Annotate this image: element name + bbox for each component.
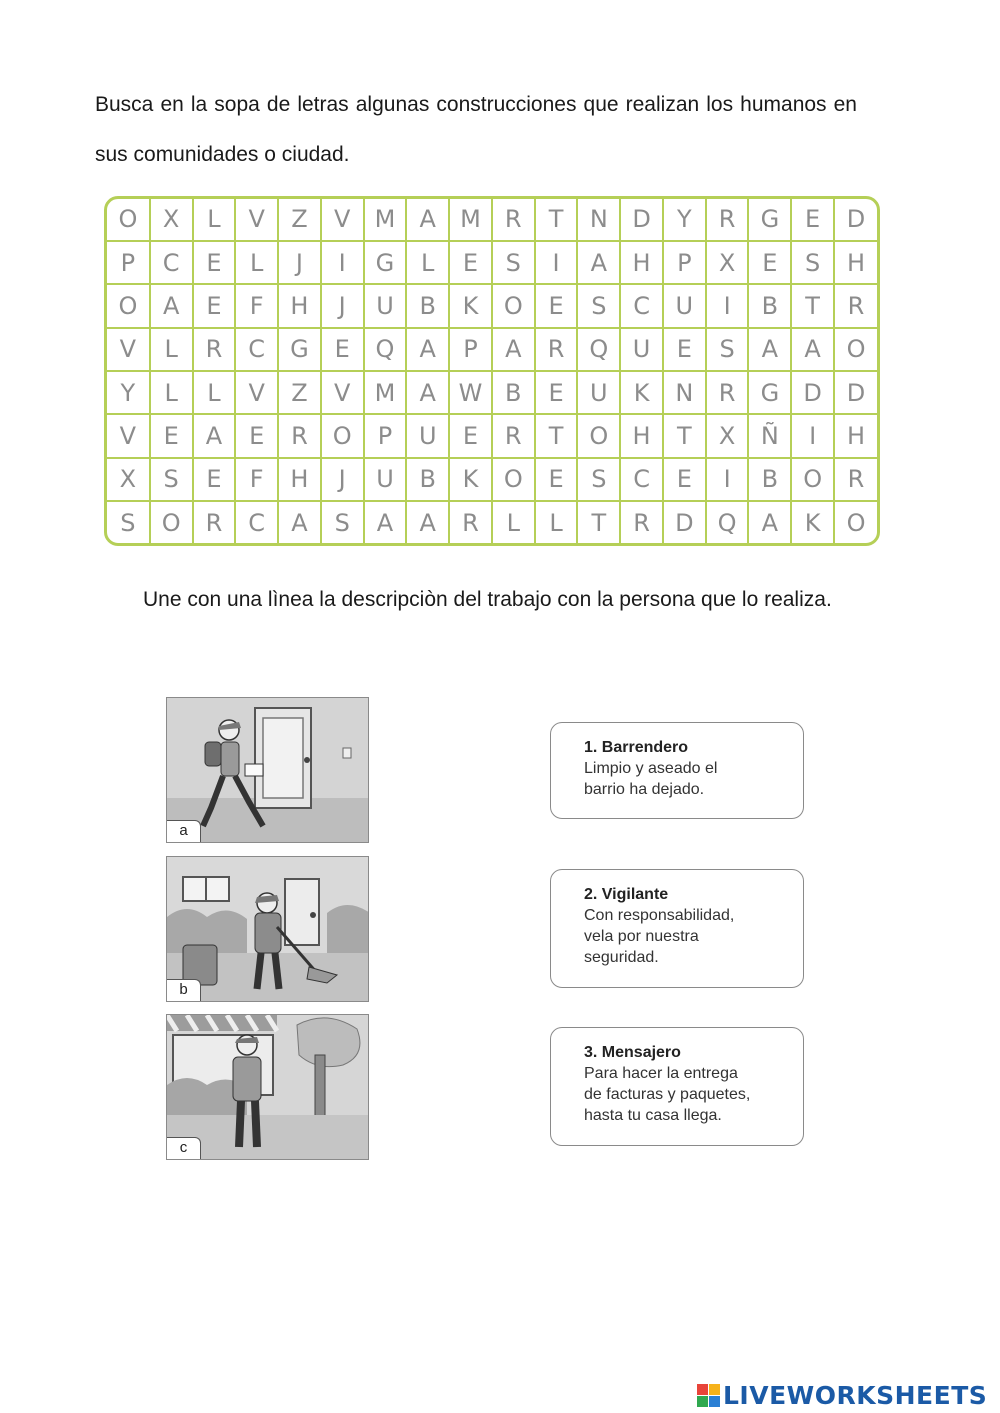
matching-instructions: Une con una lìnea la descripciòn del trabajo con la persona que lo realiza. bbox=[143, 588, 832, 611]
liveworksheets-logo bbox=[697, 1380, 987, 1410]
word-search-letter[interactable]: L bbox=[193, 199, 236, 241]
word-search-letter[interactable]: I bbox=[321, 241, 364, 284]
word-search-letter[interactable]: I bbox=[535, 241, 578, 284]
word-search-letter[interactable]: A bbox=[577, 241, 620, 284]
word-search-letter[interactable]: T bbox=[535, 199, 578, 241]
picture-a-messenger[interactable] bbox=[166, 697, 369, 843]
word-search-letter[interactable]: D bbox=[663, 501, 706, 543]
word-search-letter[interactable]: B bbox=[406, 458, 449, 501]
word-search-letter[interactable]: E bbox=[193, 458, 236, 501]
word-search-letter[interactable]: E bbox=[193, 284, 236, 327]
word-search-letter[interactable]: E bbox=[748, 241, 791, 284]
word-search-letter[interactable]: E bbox=[663, 328, 706, 371]
logo-block bbox=[709, 1384, 720, 1395]
word-search-letter[interactable]: E bbox=[535, 458, 578, 501]
word-search-letter[interactable]: O bbox=[492, 458, 535, 501]
word-search-letter[interactable]: U bbox=[620, 328, 663, 371]
word-search-letter[interactable]: E bbox=[449, 241, 492, 284]
word-search-letter[interactable]: Ñ bbox=[748, 414, 791, 457]
word-search-letter[interactable]: L bbox=[235, 241, 278, 284]
word-search-letter[interactable]: Q bbox=[364, 328, 407, 371]
word-search-letter[interactable]: A bbox=[364, 501, 407, 543]
word-search-letter[interactable]: T bbox=[535, 414, 578, 457]
word-search-letter[interactable]: T bbox=[577, 501, 620, 543]
word-search-row bbox=[107, 199, 877, 241]
card-text-line: vela por nuestra bbox=[584, 928, 699, 945]
word-search-letter[interactable]: Q bbox=[577, 328, 620, 371]
word-search-letter[interactable]: O bbox=[834, 501, 877, 543]
card-text-line: barrio ha dejado. bbox=[584, 781, 705, 798]
word-search-letter[interactable]: S bbox=[150, 458, 193, 501]
word-search-letter[interactable]: C bbox=[235, 501, 278, 543]
word-search-letter[interactable]: P bbox=[449, 328, 492, 371]
word-search-letter[interactable]: V bbox=[235, 199, 278, 241]
word-search-letter[interactable]: E bbox=[535, 371, 578, 414]
word-search-letter[interactable]: E bbox=[321, 328, 364, 371]
word-search-letter[interactable]: O bbox=[791, 458, 834, 501]
word-search-letter[interactable]: H bbox=[278, 458, 321, 501]
word-search-letter[interactable]: H bbox=[620, 241, 663, 284]
logo-block bbox=[697, 1384, 708, 1395]
word-search-letter[interactable]: E bbox=[535, 284, 578, 327]
word-search-letter[interactable]: R bbox=[834, 284, 877, 327]
word-search-letter[interactable]: A bbox=[406, 199, 449, 241]
word-search-letter[interactable]: R bbox=[449, 501, 492, 543]
word-search-letter[interactable]: B bbox=[492, 371, 535, 414]
card-text-line: Para hacer la entrega bbox=[584, 1065, 738, 1082]
card-text-line: Limpio y aseado el bbox=[584, 760, 718, 777]
word-search-letter[interactable]: A bbox=[492, 328, 535, 371]
word-search-letter[interactable]: R bbox=[492, 199, 535, 241]
picture-c-label: c bbox=[167, 1137, 201, 1159]
word-search-letter[interactable]: S bbox=[577, 284, 620, 327]
card-title: 3. Mensajero bbox=[584, 1044, 681, 1061]
word-search-letter[interactable]: D bbox=[834, 199, 877, 241]
word-search-letter[interactable]: E bbox=[449, 414, 492, 457]
word-search-letter[interactable]: C bbox=[620, 458, 663, 501]
word-search-letter[interactable]: K bbox=[449, 284, 492, 327]
word-search-letter[interactable]: V bbox=[107, 414, 150, 457]
word-search-letter[interactable]: M bbox=[364, 199, 407, 241]
word-search-letter[interactable]: C bbox=[150, 241, 193, 284]
word-search-letter[interactable]: L bbox=[150, 371, 193, 414]
card-text-line: hasta tu casa llega. bbox=[584, 1107, 722, 1124]
word-search-letter[interactable]: C bbox=[235, 328, 278, 371]
word-search-letter[interactable]: O bbox=[577, 414, 620, 457]
word-search-row bbox=[107, 241, 877, 284]
word-search-letter[interactable]: O bbox=[107, 199, 150, 241]
word-search-letter[interactable]: V bbox=[321, 371, 364, 414]
card-vigilante[interactable] bbox=[550, 869, 804, 988]
word-search-letter[interactable]: H bbox=[834, 241, 877, 284]
logo-blocks-icon bbox=[697, 1384, 720, 1407]
word-search-letter[interactable]: G bbox=[748, 199, 791, 241]
word-search-letter[interactable]: A bbox=[406, 371, 449, 414]
word-search-letter[interactable]: B bbox=[406, 284, 449, 327]
word-search-row bbox=[107, 501, 877, 543]
word-search-letter[interactable]: G bbox=[364, 241, 407, 284]
word-search-letter[interactable]: X bbox=[706, 241, 749, 284]
word-search-letter[interactable]: L bbox=[535, 501, 578, 543]
word-search-letter[interactable]: N bbox=[577, 199, 620, 241]
word-search-letter[interactable]: S bbox=[321, 501, 364, 543]
word-search-letter[interactable]: S bbox=[706, 328, 749, 371]
word-search-row bbox=[107, 284, 877, 327]
word-search-letter[interactable]: Z bbox=[278, 371, 321, 414]
card-text-line: Con responsabilidad, bbox=[584, 907, 735, 924]
word-search-letter[interactable]: I bbox=[791, 414, 834, 457]
word-search-letter[interactable]: U bbox=[364, 284, 407, 327]
word-search-letter[interactable]: X bbox=[150, 199, 193, 241]
word-search-letter[interactable]: C bbox=[620, 284, 663, 327]
word-search-letter[interactable]: G bbox=[748, 371, 791, 414]
word-search-letter[interactable]: B bbox=[748, 284, 791, 327]
word-search-letter[interactable]: E bbox=[235, 414, 278, 457]
word-search-letter[interactable]: I bbox=[706, 284, 749, 327]
word-search-letter[interactable]: N bbox=[663, 371, 706, 414]
word-search-row bbox=[107, 371, 877, 414]
word-search-letter[interactable]: G bbox=[278, 328, 321, 371]
word-search-letter[interactable]: A bbox=[406, 328, 449, 371]
word-search-letter[interactable]: P bbox=[364, 414, 407, 457]
word-search-letter[interactable]: S bbox=[791, 241, 834, 284]
picture-c-guard[interactable] bbox=[166, 1014, 369, 1160]
word-search-letter[interactable]: U bbox=[663, 284, 706, 327]
word-search-letter[interactable]: A bbox=[791, 328, 834, 371]
word-search-letter[interactable]: P bbox=[663, 241, 706, 284]
word-search-letter[interactable]: Q bbox=[706, 501, 749, 543]
word-search-letter[interactable]: M bbox=[449, 199, 492, 241]
word-search-letter[interactable]: E bbox=[791, 199, 834, 241]
word-search-letter[interactable]: P bbox=[107, 241, 150, 284]
word-search-letter[interactable]: E bbox=[150, 414, 193, 457]
card-title: 2. Vigilante bbox=[584, 886, 669, 903]
word-search-letter[interactable]: S bbox=[577, 458, 620, 501]
word-search-letter[interactable]: V bbox=[235, 371, 278, 414]
word-search-letter[interactable]: V bbox=[107, 328, 150, 371]
picture-a-label: a bbox=[167, 820, 201, 842]
word-search-letter[interactable]: H bbox=[278, 284, 321, 327]
word-search-letter[interactable]: T bbox=[791, 284, 834, 327]
word-search-letter[interactable]: R bbox=[492, 414, 535, 457]
word-search-letter[interactable]: Y bbox=[107, 371, 150, 414]
word-search-letter[interactable]: R bbox=[706, 199, 749, 241]
word-search-letter[interactable]: R bbox=[193, 501, 236, 543]
word-search-letter[interactable]: J bbox=[321, 284, 364, 327]
word-search-letter[interactable]: R bbox=[278, 414, 321, 457]
word-search-instructions: Busca en la sopa de letras algunas construcciones que realizan los humanos en sus comunidades o ciudad. bbox=[95, 93, 857, 166]
picture-b-label: b bbox=[167, 979, 201, 1001]
word-search-letter[interactable]: I bbox=[706, 458, 749, 501]
word-search-letter[interactable]: Y bbox=[663, 199, 706, 241]
word-search-letter[interactable]: E bbox=[663, 458, 706, 501]
word-search-letter[interactable]: A bbox=[748, 328, 791, 371]
word-search-letter[interactable]: U bbox=[364, 458, 407, 501]
word-search-letter[interactable]: X bbox=[706, 414, 749, 457]
word-search-letter[interactable]: S bbox=[492, 241, 535, 284]
word-search-letter[interactable]: A bbox=[748, 501, 791, 543]
word-search-table bbox=[107, 199, 877, 543]
word-search-letter[interactable]: A bbox=[193, 414, 236, 457]
word-search-letter[interactable]: L bbox=[492, 501, 535, 543]
card-mensajero[interactable] bbox=[550, 1027, 804, 1146]
word-search-grid bbox=[104, 196, 880, 546]
word-search-letter[interactable]: U bbox=[406, 414, 449, 457]
word-search-letter[interactable]: T bbox=[663, 414, 706, 457]
word-search-letter[interactable]: R bbox=[535, 328, 578, 371]
word-search-letter[interactable]: O bbox=[107, 284, 150, 327]
word-search-letter[interactable]: A bbox=[406, 501, 449, 543]
word-search-letter[interactable]: S bbox=[107, 501, 150, 543]
word-search-letter[interactable]: L bbox=[406, 241, 449, 284]
word-search-letter[interactable]: O bbox=[834, 328, 877, 371]
word-search-letter[interactable]: D bbox=[791, 371, 834, 414]
logo-block bbox=[697, 1396, 708, 1407]
word-search-letter[interactable]: A bbox=[150, 284, 193, 327]
word-search-row bbox=[107, 328, 877, 371]
word-search-letter[interactable]: H bbox=[834, 414, 877, 457]
word-search-letter[interactable]: K bbox=[791, 501, 834, 543]
word-search-letter[interactable]: L bbox=[193, 371, 236, 414]
word-search-letter[interactable]: X bbox=[107, 458, 150, 501]
word-search-row bbox=[107, 414, 877, 457]
word-search-letter[interactable]: K bbox=[449, 458, 492, 501]
word-search-letter[interactable]: V bbox=[321, 199, 364, 241]
word-search-letter[interactable]: R bbox=[193, 328, 236, 371]
word-search-letter[interactable]: B bbox=[748, 458, 791, 501]
word-search-letter[interactable]: R bbox=[620, 501, 663, 543]
word-search-letter[interactable]: A bbox=[278, 501, 321, 543]
word-search-letter[interactable]: F bbox=[235, 284, 278, 327]
word-search-letter[interactable]: W bbox=[449, 371, 492, 414]
card-barrendero[interactable] bbox=[550, 722, 804, 819]
word-search-letter[interactable]: K bbox=[620, 371, 663, 414]
word-search-letter[interactable]: H bbox=[620, 414, 663, 457]
word-search-letter[interactable]: L bbox=[150, 328, 193, 371]
card-title: 1. Barrendero bbox=[584, 739, 689, 756]
word-search-row bbox=[107, 458, 877, 501]
word-search-letter[interactable]: J bbox=[278, 241, 321, 284]
word-search-letter[interactable]: D bbox=[620, 199, 663, 241]
card-text-line: de facturas y paquetes, bbox=[584, 1086, 751, 1103]
logo-block bbox=[709, 1396, 720, 1407]
brand-name: LIVEWORKSHEETS bbox=[723, 1380, 988, 1410]
word-search-letter[interactable]: U bbox=[577, 371, 620, 414]
word-search-letter[interactable]: E bbox=[193, 241, 236, 284]
word-search-letter[interactable]: O bbox=[150, 501, 193, 543]
word-search-letter[interactable]: R bbox=[706, 371, 749, 414]
picture-b-sweeper[interactable] bbox=[166, 856, 369, 1002]
word-search-letter[interactable]: J bbox=[321, 458, 364, 501]
word-search-letter[interactable]: O bbox=[321, 414, 364, 457]
word-search-letter[interactable]: Z bbox=[278, 199, 321, 241]
word-search-letter[interactable]: M bbox=[364, 371, 407, 414]
word-search-letter[interactable]: R bbox=[834, 458, 877, 501]
word-search-letter[interactable]: O bbox=[492, 284, 535, 327]
word-search-letter[interactable]: F bbox=[235, 458, 278, 501]
card-text-line: seguridad. bbox=[584, 949, 659, 966]
word-search-letter[interactable]: D bbox=[834, 371, 877, 414]
